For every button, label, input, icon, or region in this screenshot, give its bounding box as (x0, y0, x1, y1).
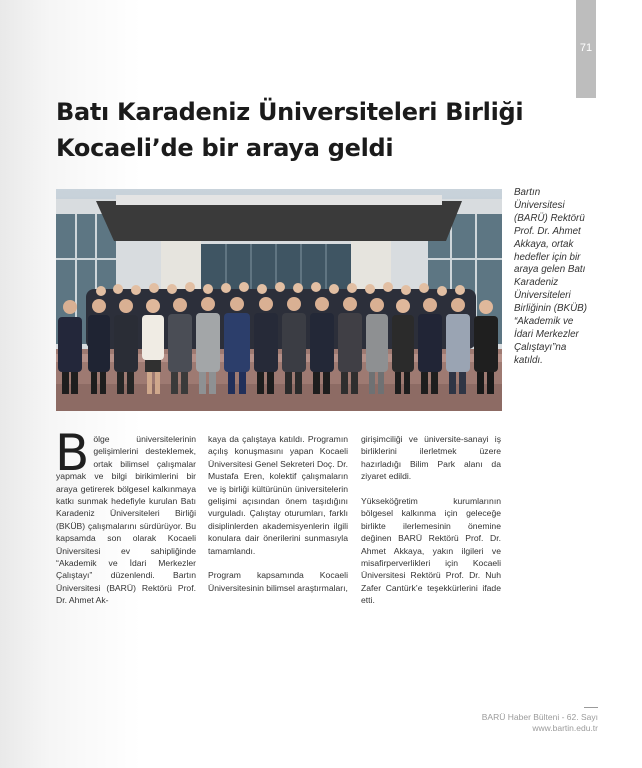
article-paragraph: Program kapsamında Kocaeli Üniversitesinin bilimsel araştırmaları, (208, 570, 348, 593)
title-line-1: Batı Karadeniz Üniversiteleri Birliği (56, 98, 524, 126)
photo-caption: Bartın Üniversitesi (BARÜ) Rektörü Prof. Dr. Ahmet Akkaya, ortak hedefler için bir araya gelen Batı Karadeniz Üniversiteleri Birliğinin (BKÜB) “Akademik ve İdari Merkezler Çalıştayı”na katıldı. (514, 187, 587, 366)
article-paragraph (55, 424, 196, 607)
article-paragraph: girişimciliği ve üniversite-sanayi iş birliklerini ilerletmek üzere hazırladığı Bilim Park alanı da ziyaret edildi. (361, 434, 501, 482)
article-title (56, 94, 556, 166)
article-text: ölge üniversitelerinin gelişimlerini desteklemek, ortak bilimsel çalışmalar yapmak ve bilgi birikimlerini bir araya getirerek bölgesel kalkınmaya katkı sunmak hedefiyle kurulan Batı Karadeniz Üniversiteleri Birliği (BKÜB) çalışmalarını sürdürüyor. Bu kapsamda son olarak Kocaeli Üniversitesi ev sahipliğinde “Akademik ve İdari Merkezler Çalıştayı” düzenlendi. Bartın Üniversitesi (BARÜ) Rektörü Prof. Dr. Ahmet Ak- (56, 434, 196, 606)
group-photo (56, 189, 502, 411)
newsletter-issue: BARÜ Haber Bülteni - 62. Sayı (481, 712, 598, 722)
article-paragraph: Yükseköğretim kurumlarının bölgesel kalkınma için geleceğe birlikte ilerlemesinin önemine değinen BARÜ Rektörü Prof. Dr. Ahmet Akkaya, yakın ilgileri ve misafirperverlikleri için Kocaeli Üniversitesi Rektörü Prof. Dr. Nuh Zafer Cantürk’e teşekkürlerini ifade etti. (361, 496, 501, 606)
article-column-2 (208, 433, 348, 594)
page-number-tab (576, 0, 596, 98)
article-column-1 (55, 424, 196, 607)
footer-divider (584, 707, 598, 708)
page-number: 71 (579, 42, 593, 54)
title-line-2: Kocaeli’de bir araya geldi (56, 134, 394, 162)
drop-cap: B (55, 424, 90, 482)
website-link[interactable]: www.bartin.edu.tr (532, 723, 598, 733)
article-paragraph: kaya da çalıştaya katıldı. Programın açılış konuşmasını yapan Kocaeli Üniversitesi Genel Sekreteri Doç. Dr. Mustafa Eren, kolektif çalışmaların ve iş birliği kültürünün üniversitelerin gelişimi açısından önem taşıdığını vurguladı. Çalıştay oturumları, farklı disiplinlerden akademisyenlerin ilgili konulara dair önerilerini sunmasıyla tamamlandı. (208, 434, 348, 556)
article-column-3 (361, 433, 501, 607)
page-footer (482, 712, 598, 734)
group-photo-illustration (56, 189, 502, 411)
